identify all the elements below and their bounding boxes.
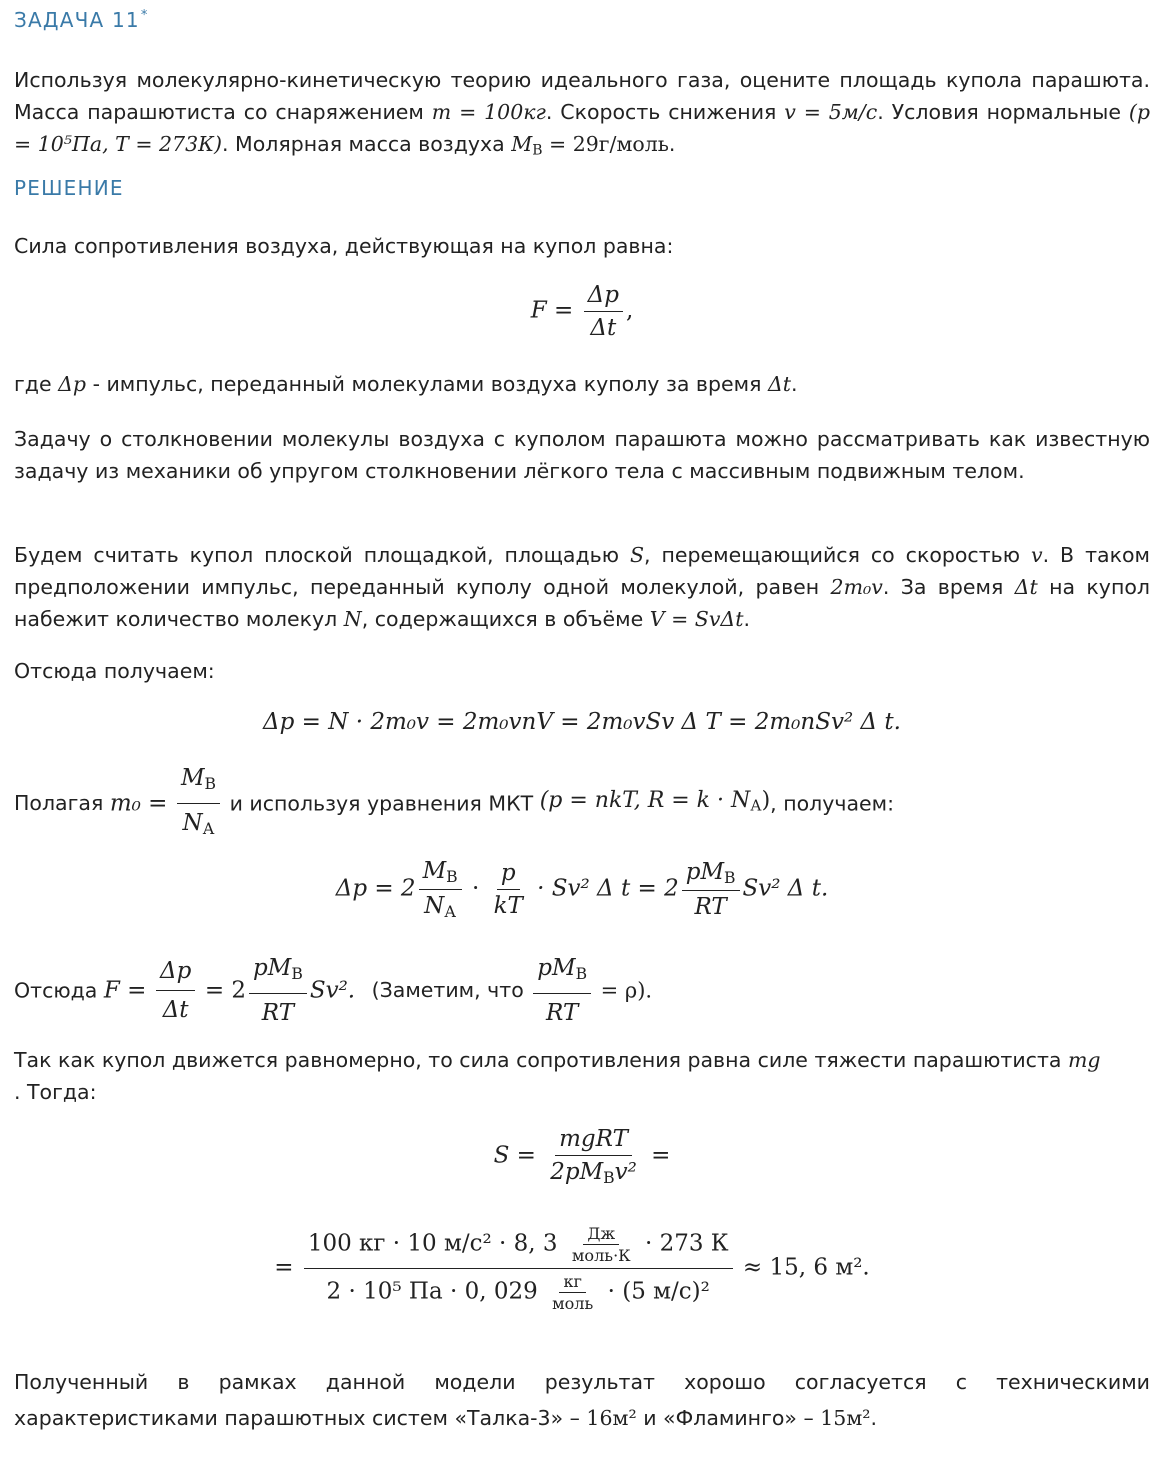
solution-para-3: Задачу о столкновении молекулы воздуха с куполом парашюта можно рассматривать как известную задачу из механики об упругом столкновении лёгкого тела с массивным подвижным телом. <box>14 427 1150 483</box>
solution-para-5: Отсюда получаем: <box>14 659 215 683</box>
formula-area-symbolic: S = $\frac{\text{mgRT}}{2pM_Вv^2}$ = <box>493 1126 671 1187</box>
formula-force: F = $\frac{\Delta p}{\Delta t}$ , <box>530 282 634 341</box>
task-condition: Используя молекулярно-кинетическую теорию идеального газа, оцените площадь купола парашюта. Масса парашютиста со снаряжением m = 100кг. Скорость снижения v = 5м/с. Условия нормальные (p = 10⁵Па, T = 273К). Молярная масса воздуха $M_В$ = 29г/моль. <box>14 68 1150 159</box>
solution-title: РЕШЕНИЕ <box>14 176 124 200</box>
formula-momentum: Δp = N · 2m₀v = 2m₀vnV = 2m₀vSv Δ T = 2m₀nSv² Δ t. <box>263 709 901 735</box>
solution-para-9: Полученный в рамках данной модели результат хорошо согласуется с техническими характеристиками парашютных систем «Талка-3» – 16м² и «Фламинго» – 15м². <box>14 1370 1150 1430</box>
solution-para-1: Сила сопротивления воздуха, действующая на купол равна: <box>14 234 674 258</box>
formula-area-numeric: = 100 кг · 10 м/с² · 8, 3 $\frac{Дж}{\text{моль·К}}$ · 273 К 2 · 10⁵ Па · 0, 029 $\frac{кг}{\text{моль}}$ · (5 м/с)² ≈ 15, 6 м². <box>274 1224 870 1313</box>
task-title: ЗАДАЧА 11* <box>14 8 149 32</box>
solution-para-8: Так как купол движется равномерно, то сила сопротивления равна силе тяжести парашютиста mg . Тогда: <box>14 1048 1101 1104</box>
solution-para-4: Будем считать купол плоской площадкой, площадью S, перемещающийся со скоростью v. В таком предположении импульс, переданный куполу одной молекулой, равен 2m₀v. За время Δt на купол набежит количество молекул N, содержащихся в объёме V = SvΔt. <box>14 543 1150 631</box>
solution-para-7: Отсюда F = $\frac{\Delta p}{\Delta t}$ = 2 $\frac{pM_В}{RT}$ Sv². (Заметим, что $\frac{pM_В}{RT}$ = ρ). <box>14 952 1150 1032</box>
formula-momentum-expanded: Δp = 2 $\frac{M_В}{N_А}$ · $\frac{p}{kT}$ · Sv² Δ t = 2 $\frac{pM_В}{RT}$ Sv² Δ t. <box>335 858 829 921</box>
task-star: * <box>140 8 149 23</box>
solution-para-2: где Δp - импульс, переданный молекулами воздуха куполу за время Δt. <box>14 372 798 396</box>
solution-para-6: Полагая m₀ = $\frac{M_В}{N_А}$ и используя уравнения МКТ (p = nkT, $R = k \cdot N_А$), получаем: <box>14 762 1150 842</box>
